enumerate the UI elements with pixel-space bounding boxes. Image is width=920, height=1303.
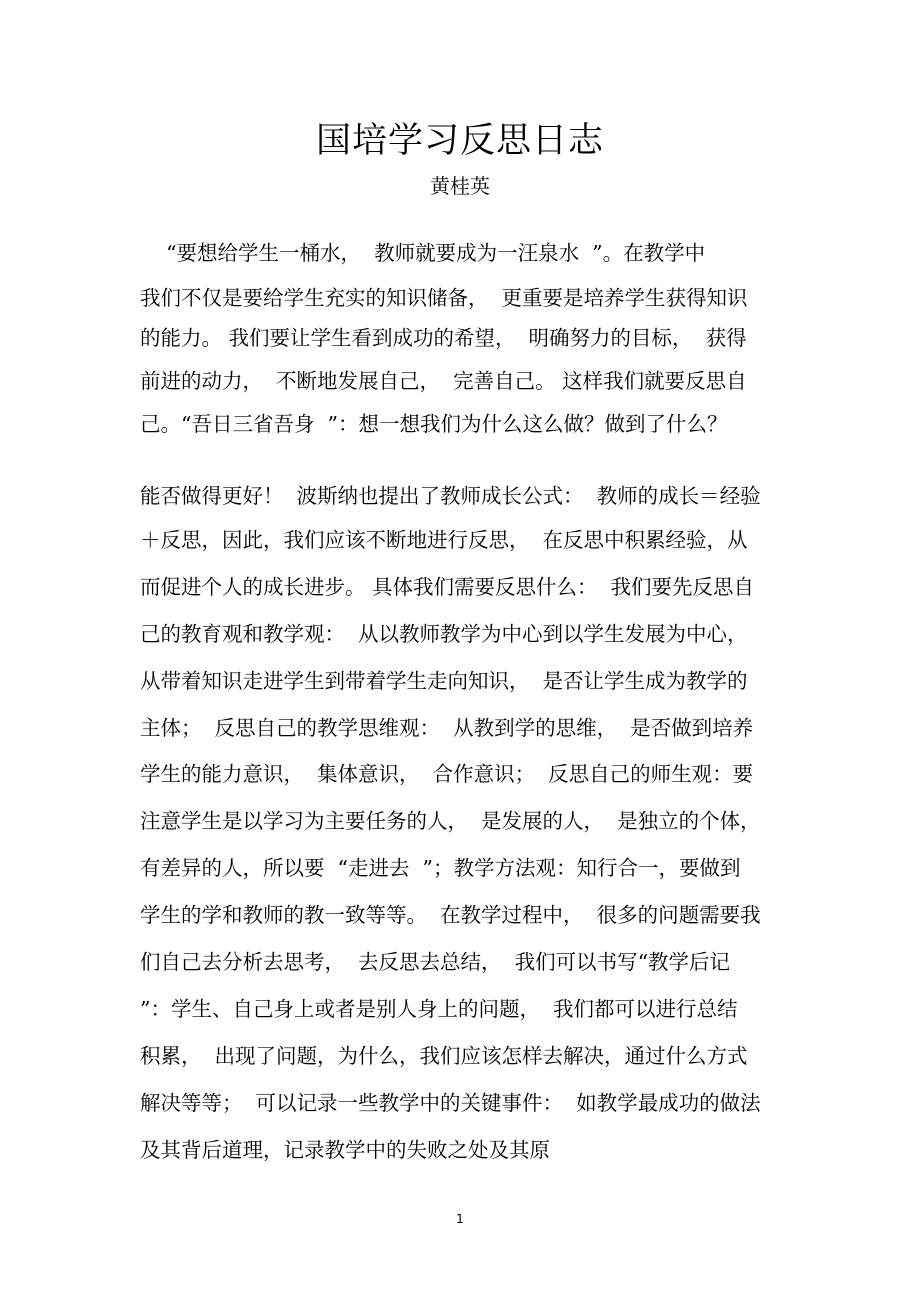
text-line: 解决等等； 可以记录一些教学中的关键事件： 如教学最成功的做法 [140, 1091, 761, 1115]
text-line: 主体； 反思自己的教学思维观： 从教到学的思维， 是否做到培养 [140, 716, 754, 740]
text-line: 从带着知识走进学生到带着学生走向知识， 是否让学生成为教学的 [140, 669, 748, 693]
page-number: 1 [456, 1212, 464, 1226]
document-title: 国培学习反思日志 [315, 121, 604, 161]
text-line: ”：学生、自己身上或者是别人身上的问题， 我们都可以进行总结 [140, 997, 738, 1021]
author-name: 黄桂英 [430, 174, 490, 198]
text-line: 学生的能力意识， 集体意识， 合作意识； 反思自己的师生观：要 [140, 762, 754, 786]
text-line: 注意学生是以学习为主要任务的人， 是发展的人， 是独立的个体， [140, 809, 761, 833]
text-line: 学生的学和教师的教一致等等。 在教学过程中， 很多的问题需要我 [140, 903, 761, 927]
text-line: 前进的动力， 不断地发展自己， 完善自己。 这样我们就要反思自 [140, 369, 747, 393]
text-line: 积累， 出现了问题，为什么，我们应该怎样去解决，通过什么方式 [140, 1044, 748, 1068]
text-line: 己。“吾日三省吾身 ”：想一想我们为什么这么做？做到了什么？ [140, 412, 728, 436]
text-line: 们自己去分析去思考， 去反思去总结， 我们可以书写“教学后记 [140, 950, 731, 974]
text-line: 的能力。 我们要让学生看到成功的希望， 明确努力的目标， 获得 [140, 326, 747, 350]
text-line: 我们不仅是要给学生充实的知识储备， 更重要是培养学生获得知识 [140, 286, 748, 310]
text-line: 及其背后道理，记录教学中的失败之处及其原 [140, 1138, 550, 1162]
text-line: 而促进个人的成长进步。 具体我们需要反思什么： 我们要先反思自 [140, 575, 755, 599]
text-line: “要想给学生一桶水， 教师就要成为一汪泉水 ”。在教学中 [140, 241, 706, 265]
text-line: ＋反思，因此，我们应该不断地进行反思， 在反思中积累经验，从 [140, 528, 748, 552]
text-line: 能否做得更好！ 波斯纳也提出了教师成长公式： 教师的成长＝经验 [140, 484, 761, 508]
text-line: 有差异的人，所以要 “走进去 ”；教学方法观：知行合一，要做到 [140, 856, 741, 880]
text-line: 己的教育观和教学观： 从以教师教学为中心到以学生发展为中心， [140, 622, 748, 646]
